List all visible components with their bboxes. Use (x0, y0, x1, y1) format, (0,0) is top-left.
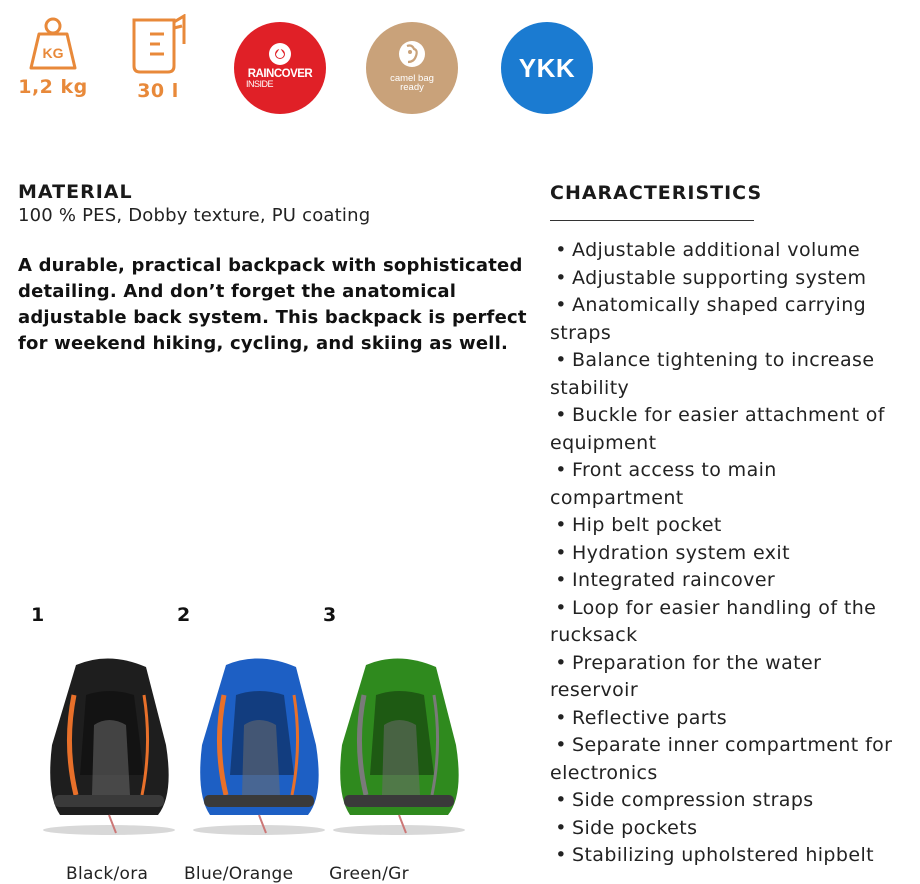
characteristic-text: Balance tightening to increase stability (550, 349, 875, 399)
bullet-icon: • (555, 514, 567, 536)
characteristic-text: Front access to main compartment (550, 459, 777, 509)
bullet-icon: • (555, 459, 567, 481)
bullet-icon: • (555, 239, 567, 261)
characteristics-heading: CHARACTERISTICS (550, 182, 763, 204)
bullet-icon: • (555, 706, 567, 729)
characteristics-list (550, 237, 912, 870)
bullet-icon: • (555, 651, 567, 674)
product-info (18, 181, 528, 357)
characteristic-text: Anatomically shaped carrying straps (550, 294, 867, 344)
variant-label-3: Green/Gr (329, 864, 409, 884)
characteristic-item (550, 237, 912, 265)
characteristic-text: Buckle for easier attachment of equipment (550, 404, 885, 454)
product-description: A durable, practical backpack with sophisticated detailing. And don’t forget the anatomical adjustable back system. This backpack is perfect for weekend hiking, cycling, and skiing as well. (18, 255, 527, 354)
weight-icon (27, 14, 79, 72)
characteristic-item (550, 595, 912, 650)
characteristic-text: Loop for easier handling of the rucksack (550, 596, 877, 646)
volume-spec (126, 14, 190, 102)
characteristic-text: Adjustable supporting system (572, 266, 867, 289)
characteristic-item (550, 567, 912, 595)
variant-labels (66, 864, 439, 884)
measuring-cup-icon (128, 14, 188, 76)
bullet-icon: • (555, 266, 567, 289)
variant-number-1: 1 (31, 604, 45, 626)
characteristic-item (550, 457, 912, 512)
raincover-main: RAINCOVER (247, 68, 313, 80)
material-value: 100 % PES, Dobby texture, PU coating (18, 205, 371, 226)
variant-label-1: Black/ora (66, 864, 149, 884)
bullet-icon: • (555, 734, 567, 756)
characteristic-text: Preparation for the water reservoir (550, 651, 822, 701)
bullet-icon: • (555, 541, 567, 564)
raincover-sub: INSIDE (246, 79, 274, 89)
bullet-icon: • (555, 844, 567, 866)
bullet-icon: • (555, 569, 567, 591)
ykk-badge (501, 22, 593, 114)
characteristic-item (550, 292, 912, 347)
camel-bag-badge (366, 22, 458, 114)
weight-spec (18, 14, 88, 98)
backpack-image-1 (34, 655, 184, 844)
camel-bag-line1: camel bag (390, 73, 434, 84)
characteristics-section (550, 182, 912, 870)
characteristic-item (550, 842, 912, 870)
bullet-icon: • (555, 294, 567, 316)
bullet-icon: • (555, 404, 567, 426)
characteristic-text: Reflective parts (572, 706, 728, 729)
bullet-icon: • (555, 816, 567, 839)
characteristic-text: Hydration system exit (572, 541, 790, 564)
weight-value: 1,2 kg (18, 76, 88, 98)
material-heading: MATERIAL (18, 181, 133, 203)
characteristic-item (550, 512, 912, 540)
variant-label-2: Blue/Orange (183, 864, 294, 884)
variant-number-3: 3 (323, 604, 337, 626)
characteristic-item (550, 705, 912, 733)
backpack-illustration (324, 655, 474, 840)
bullet-icon: • (555, 596, 567, 619)
characteristic-text: Integrated raincover (572, 569, 776, 591)
characteristic-text: Separate inner compartment for electronics (550, 734, 893, 784)
volume-value: 30 l (137, 80, 179, 102)
characteristic-text: Stabilizing upholstered hipbelt (572, 844, 874, 866)
camel-bag-line2: ready (400, 82, 424, 93)
camel-bag-label (366, 74, 458, 92)
characteristic-item (550, 540, 912, 568)
raincover-badge (234, 22, 326, 114)
variant-number-2: 2 (177, 604, 191, 626)
backpack-illustration (34, 655, 184, 840)
heading-divider (550, 220, 754, 221)
characteristic-item (550, 402, 912, 457)
weight-icon-text: KG (42, 45, 64, 61)
raincover-label (234, 69, 326, 89)
characteristic-item (550, 787, 912, 815)
characteristic-item (550, 815, 912, 843)
characteristic-item (550, 347, 912, 402)
backpack-image-3 (324, 655, 474, 844)
characteristic-item (550, 732, 912, 787)
characteristic-text: Side pockets (572, 816, 698, 839)
ykk-label: YKK (518, 53, 576, 83)
characteristic-item (550, 650, 912, 705)
characteristic-text: Adjustable additional volume (572, 239, 861, 261)
bullet-icon: • (555, 349, 567, 371)
characteristic-text: Side compression straps (572, 789, 814, 811)
characteristic-text: Hip belt pocket (572, 514, 722, 536)
backpack-illustration (184, 655, 334, 840)
bullet-icon: • (555, 789, 567, 811)
backpack-image-2 (184, 655, 334, 844)
characteristic-item (550, 265, 912, 293)
camel-bag-icon (366, 22, 458, 114)
